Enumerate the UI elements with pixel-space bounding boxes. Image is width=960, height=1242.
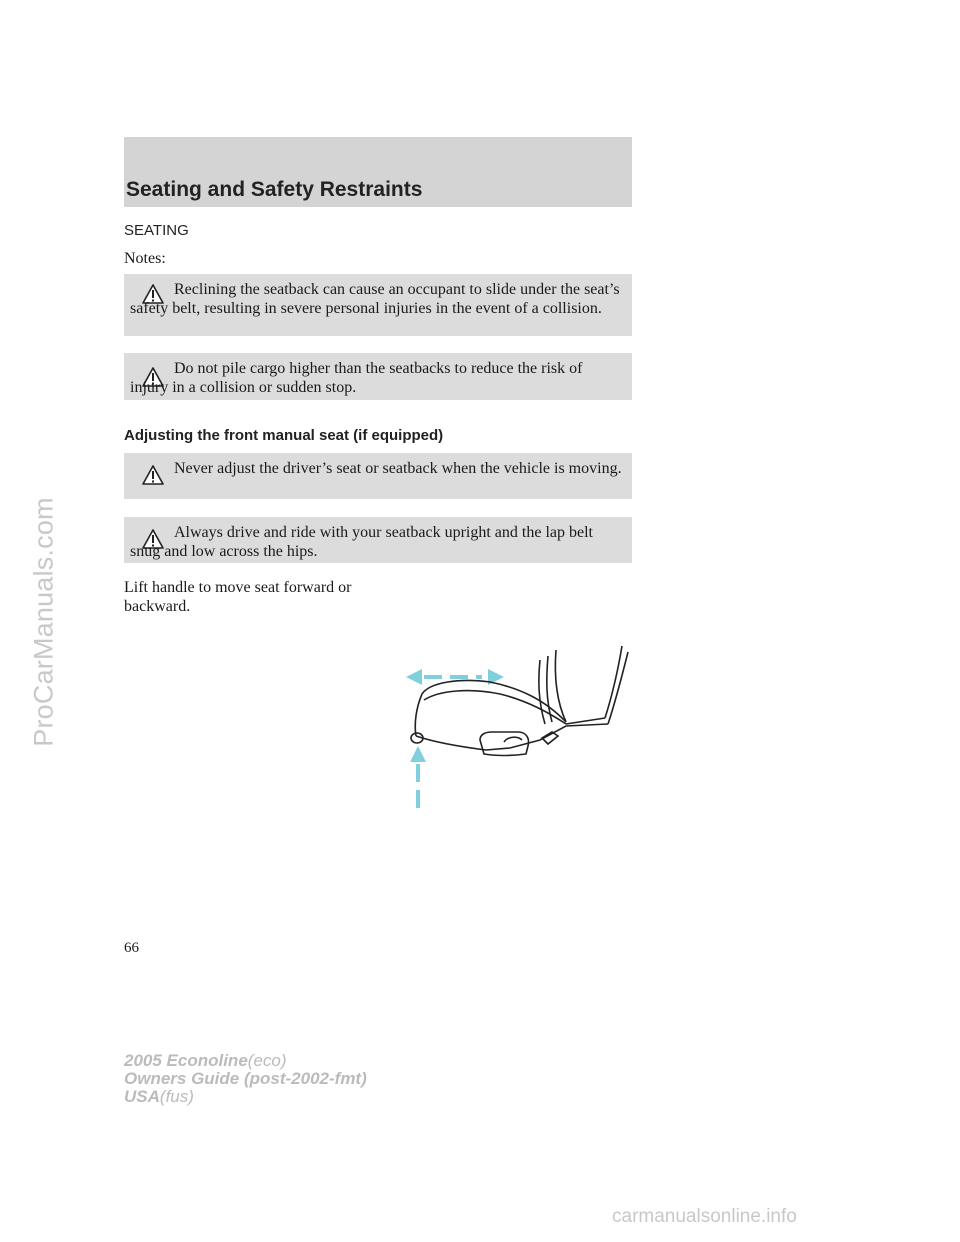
footer-guide: Owners Guide (post-2002-fmt) — [124, 1069, 367, 1088]
warning-box — [124, 274, 632, 336]
side-watermark-text: ProCarManuals.com — [28, 497, 59, 747]
subsection-heading: Adjusting the front manual seat (if equipped) — [124, 427, 444, 444]
warning-box — [124, 517, 632, 563]
footer-line-3 — [124, 1088, 367, 1106]
footer-line-1 — [124, 1052, 367, 1070]
warning-box — [124, 353, 632, 400]
page-title: Seating and Safety Restraints — [126, 178, 423, 201]
footer — [124, 1052, 367, 1106]
page-number: 66 — [124, 940, 139, 956]
warning-text: Never adjust the driver’s seat or seatback when the vehicle is moving. — [174, 460, 622, 477]
seat-outline — [411, 646, 628, 756]
footer-model-code: (eco) — [247, 1051, 287, 1070]
seat-adjust-illustration — [400, 640, 640, 815]
footer-region-code: (fus) — [159, 1087, 194, 1106]
footer-line-2 — [124, 1070, 367, 1088]
warning-text: Do not pile cargo higher than the seatbacks to reduce the risk of injury in a collision or sudden stop. — [130, 360, 583, 396]
footer-region: USA — [124, 1087, 160, 1106]
warning-text: Reclining the seatback can cause an occupant to slide under the seat’s safety belt, resulting in severe personal injuries in the event of a collision. — [130, 281, 620, 317]
section-heading: SEATING — [124, 222, 189, 239]
side-watermark — [0, 0, 60, 1242]
lift-arrow-icon — [410, 746, 426, 808]
bottom-watermark: carmanualsonline.info — [612, 1206, 797, 1227]
warning-box — [124, 453, 632, 499]
notes-label: Notes: — [124, 250, 166, 267]
footer-model: 2005 Econoline — [124, 1051, 248, 1070]
instruction-text: Lift handle to move seat forward or backward. — [124, 579, 352, 615]
warning-text: Always drive and ride with your seatback upright and the lap belt snug and low across the hips. — [130, 524, 593, 560]
